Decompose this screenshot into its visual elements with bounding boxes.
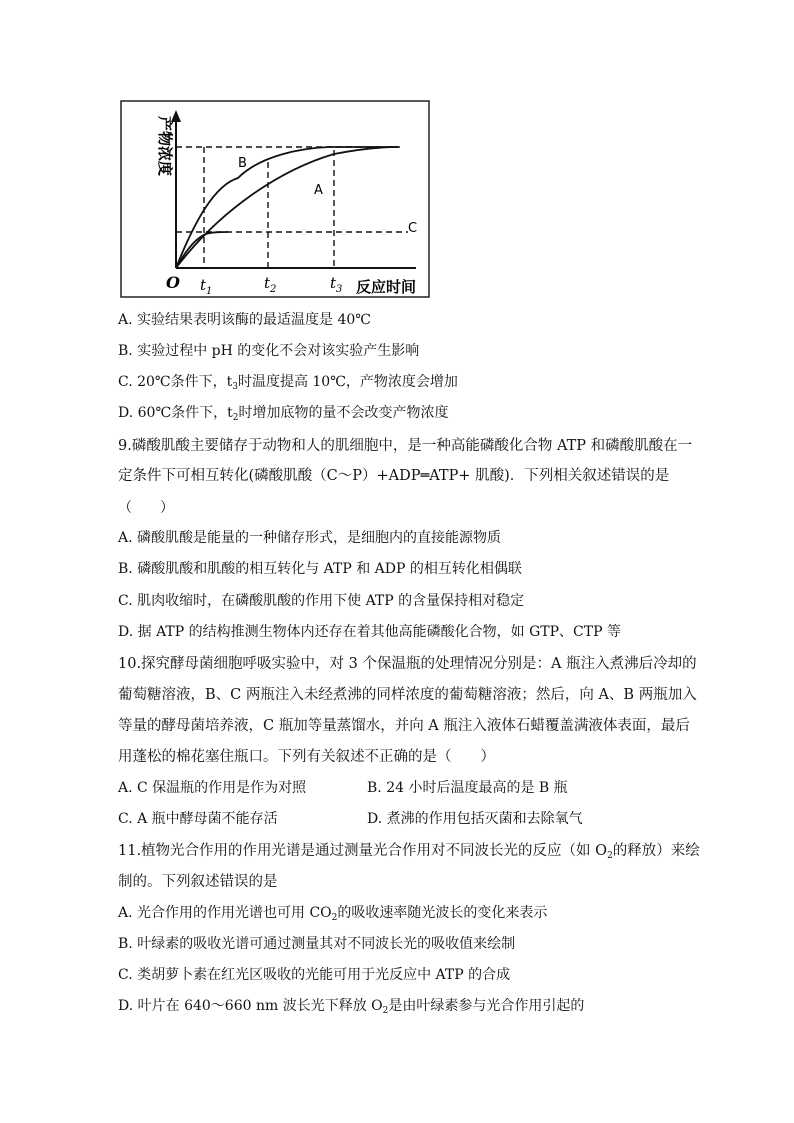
q10-option-a: A. C 保温瓶的作用是作为对照: [118, 780, 307, 796]
q9-stem-line-3: （ ）: [118, 500, 174, 516]
q10-stem-line-3: 等量的酵母菌培养液，C 瓶加等量蒸馏水，并向 A 瓶注入液体石蜡覆盖满液体表面，最后: [118, 718, 690, 734]
q8-option-d: D. 60℃条件下，$t_2$时增加底物的量不会改变产物浓度: [118, 405, 449, 423]
curve-c-label: C: [408, 221, 418, 236]
curve-a-label: A: [314, 183, 323, 198]
q9-option-b: B. 磷酸肌酸和肌酸的相互转化与 ATP 和 ADP 的相互转化相偶联: [118, 561, 522, 577]
curve-b-label: B: [238, 156, 247, 171]
q10-option-b: B. 24 小时后温度最高的是 B 瓶: [367, 780, 568, 796]
q10-stem-line-1: 10.探究酵母菌细胞呼吸实验中，对 3 个保温瓶的处理情况分别是：A 瓶注入煮沸后冷却的: [118, 656, 697, 672]
q11-stem-line-2: 制的。下列叙述错误的是: [118, 874, 278, 890]
origin-label: O: [166, 273, 180, 292]
q11-option-c: C. 类胡萝卜素在红光区吸收的光能可用于光反应中 ATP 的合成: [118, 967, 511, 983]
q11-option-d: D. 叶片在 640～660 nm 波长光下释放 $O_2$是由叶绿素参与光合作用引起的: [118, 998, 585, 1016]
q11-stem-line-1: 11.植物光合作用的作用光谱是通过测量光合作用对不同波长光的反应（如 $O_2$的释放）来绘: [118, 843, 700, 861]
q9-option-d: D. 据 ATP 的结构推测生物体内还存在着其他高能磷酸化合物，如 GTP、CTP 等: [118, 624, 621, 640]
tick-t3: $t_3$: [330, 274, 343, 295]
tick-t1: $t_1$: [200, 276, 213, 297]
q11-option-a: A. 光合作用的作用光谱也可用 $CO_2$的吸收速率随光波长的变化来表示: [118, 905, 548, 923]
q10-option-d: D. 煮沸的作用包括灭菌和去除氧气: [367, 811, 583, 827]
q9-stem-line-2: 定条件下可相互转化(磷酸肌酸（C～P）+ADP═ATP+ 肌酸)．下列相关叙述错误的是: [118, 468, 670, 484]
q10-stem-line-2: 葡萄糖溶液，B、C 两瓶注入未经煮沸的同样浓度的葡萄糖溶液；然后，向 A、B 两瓶加入: [118, 687, 697, 703]
y-axis-label: 产物浓度: [156, 116, 174, 177]
x-axis-label: 反应时间: [356, 278, 417, 296]
q8-option-a: A. 实验结果表明该酶的最适温度是 40℃: [118, 312, 371, 328]
q9-option-c: C. 肌肉收缩时，在磷酸肌酸的作用下使 ATP 的含量保持相对稳定: [118, 593, 525, 609]
q9-option-a: A. 磷酸肌酸是能量的一种储存形式，是细胞内的直接能源物质: [118, 530, 502, 546]
q10-option-c: C. A 瓶中酵母菌不能存活: [118, 811, 278, 827]
q9-stem-line-1: 9.磷酸肌酸主要储存于动物和人的肌细胞中，是一种高能磷酸化合物 ATP 和磷酸肌酸在一: [118, 438, 693, 454]
enzyme-reaction-graph: [120, 100, 430, 298]
q10-stem-line-4: 用蓬松的棉花塞住瓶口。下列有关叙述不正确的是（ ）: [118, 749, 495, 765]
tick-t2: $t_2$: [264, 274, 277, 295]
q8-option-c: C. 20℃条件下，$t_3$时温度提高 10℃，产物浓度会增加: [118, 374, 458, 392]
q8-option-b: B. 实验过程中 pH 的变化不会对该实验产生影响: [118, 343, 420, 359]
q11-option-b: B. 叶绿素的吸收光谱可通过测量其对不同波长光的吸收值来绘制: [118, 936, 516, 952]
